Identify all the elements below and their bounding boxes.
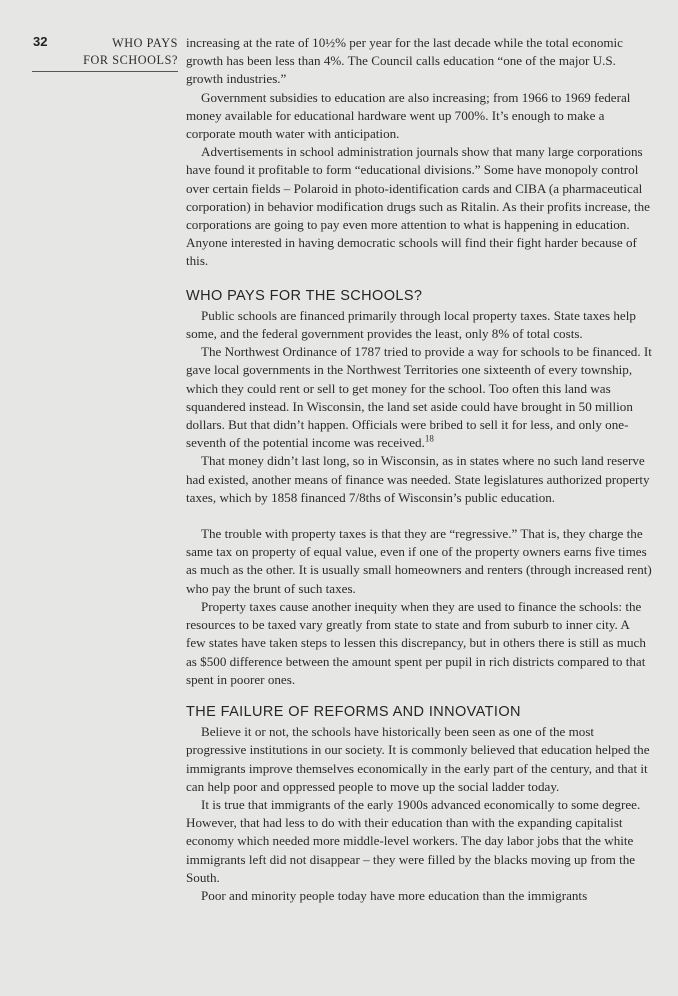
main-text-column bbox=[186, 34, 652, 905]
page-number: 32 bbox=[33, 34, 48, 49]
footnote-marker: 18 bbox=[424, 433, 434, 444]
section-heading-who-pays: WHO PAYS FOR THE SCHOOLS? bbox=[186, 287, 423, 304]
paragraph: Poor and minority people today have more education than the immigrants bbox=[201, 887, 588, 903]
running-head-line-2: FOR SCHOOLS? bbox=[83, 53, 178, 67]
paragraph: Public schools are financed primarily through local property taxes. State taxes help some, and the federal government provides the least, only 8% of total costs. bbox=[186, 307, 636, 342]
section-heading-failure-of-reforms: THE FAILURE OF REFORMS AND INNOVATION bbox=[186, 703, 521, 720]
running-head bbox=[60, 35, 178, 72]
paragraph-continued: increasing at the rate of 10½% per year for the last decade while the total economic growth has been less than 4%. The Council calls education “one of the major U.S. growth industries.” bbox=[186, 35, 623, 87]
paragraph: It is true that immigrants of the early 1900s advanced economically to some degree. However, that had less to do with their education than with the expanding capitalist economy which needed more middle-level workers. The day labor jobs that the white immigrants left did not disappear – they were filled by the blacks moving up from the South. bbox=[186, 796, 641, 885]
paragraph: Advertisements in school administration journals show that many large corporations have found it profitable to form “educational divisions.” Some have monopoly control over certain fields – Polaroid in photo-identification cards and CIBA (a pharmaceutical corporation) in behavior modification drugs such as Ritalin. As their profits increase, the corporations are going to pay even more attention to what is happening in education. Anyone interested in having democratic schools will find their fight harder because of this. bbox=[186, 144, 650, 269]
paragraph: That money didn’t last long, so in Wisconsin, as in states where no such land reserve had existed, another means of finance was needed. State legislatures authorized property taxes, which by 1858 financed 7/8ths of Wisconsin’s public education. bbox=[186, 453, 650, 505]
paragraph: Government subsidies to education are also increasing; from 1966 to 1969 federal money available for educational hardware went up 700%. It’s enough to make a corporate mouth water with anticipation. bbox=[186, 89, 631, 142]
running-head-line-1: WHO PAYS bbox=[112, 36, 178, 50]
paragraph: Property taxes cause another inequity when they are used to finance the schools: the resources to be taxed vary greatly from state to state and from suburb to inner city. A few states have taken steps to lessen this discrepancy, but in others there is still as much as $500 difference between the amount spent per pupil in rich districts compared to that spent in poorer ones. bbox=[186, 598, 646, 687]
paragraph: The trouble with property taxes is that they are “regressive.” That is, they charge the same tax on property of equal value, even if one of the property owners earns five times as much as the other. It is usually small homeowners and renters (through increased rent) who pay the brunt of such taxes. bbox=[186, 526, 652, 596]
paragraph bbox=[186, 343, 652, 452]
paragraph-text: The Northwest Ordinance of 1787 tried to provide a way for schools to be financed. It gave local governments in the Northwest Territories one sixteenth of every township, which they could rent or sell to get money for the school. Too often this land was squandered instead. In Wisconsin, the land set aside could have brought in 50 million dollars. But that didn’t happen. Officials were bribed to sell it for less, and only one-seventh of the potential income was received. bbox=[186, 344, 652, 451]
paragraph: Believe it or not, the schools have historically been seen as one of the most progressive institutions in our society. It is commonly believed that education helped the immigrants improve themselves economically in the early part of the century, and that it can help poor and oppressed people to move up the social ladder today. bbox=[186, 724, 650, 794]
running-head-rule bbox=[32, 71, 178, 72]
